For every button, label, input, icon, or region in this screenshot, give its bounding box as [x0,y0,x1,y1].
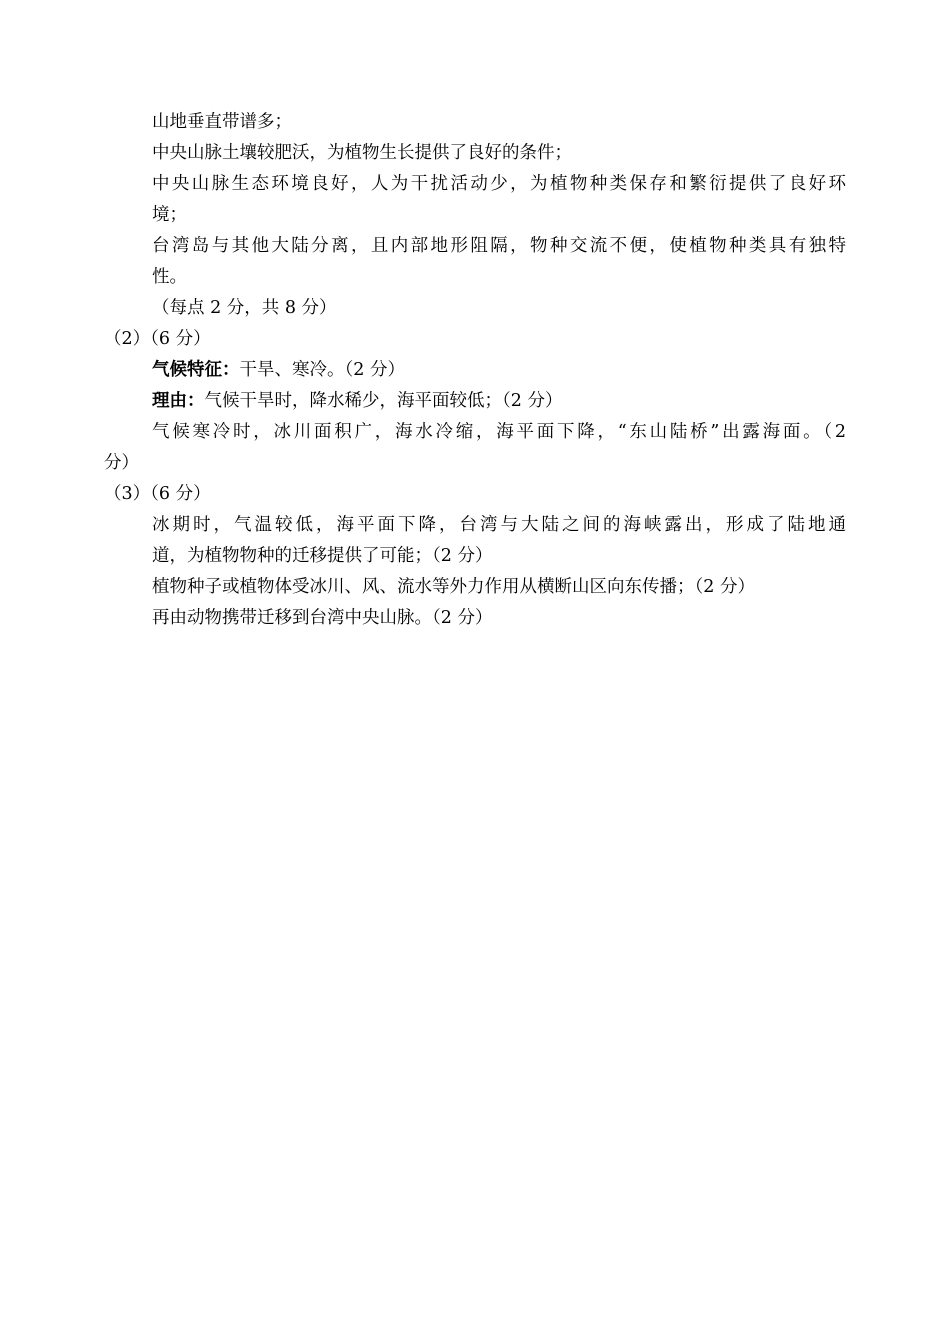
answer-line: 山地垂直带谱多； [152,112,292,132]
score-note: （每点 2 分，共 8 分） [152,298,337,318]
answer-line: 植物种子或植物体受冰川、风、流水等外力作用从横断山区向东传播；（2 分） [152,577,755,597]
climate-feature-label: 气候特征： [152,360,240,380]
reason-line [152,389,562,413]
answer-line: 再由动物携带迁移到台湾中央山脉。（2 分） [152,608,493,628]
climate-feature-text: 干旱、寒冷。（2 分） [239,360,405,380]
answer-line: 分） [104,453,139,473]
answer-line: 气候寒冷时，冰川面积广，海水冷缩，海平面下降，“东山陆桥”出露海面。（2 [152,422,846,442]
reason-text: 气候干旱时，降水稀少，海平面较低；（2 分） [204,391,563,411]
question-header: （3）（6 分） [104,484,211,504]
answer-line: 台湾岛与其他大陆分离，且内部地形阻隔，物种交流不便，使植物种类具有独特 [152,236,846,256]
answer-line: 性。 [152,267,187,287]
question-header: （2）（6 分） [104,329,211,349]
answer-line: 冰期时，气温较低，海平面下降，台湾与大陆之间的海峡露出，形成了陆地通 [152,515,846,535]
answer-line: 中央山脉生态环境良好，人为干扰活动少，为植物种类保存和繁衍提供了良好环 [152,174,846,194]
answer-line: 中央山脉土壤较肥沃，为植物生长提供了良好的条件； [152,143,572,163]
answer-line: 道，为植物物种的迁移提供了可能；（2 分） [152,546,493,566]
reason-label: 理由： [152,391,205,411]
answer-line: 境； [152,205,187,225]
climate-feature-line [152,358,405,382]
